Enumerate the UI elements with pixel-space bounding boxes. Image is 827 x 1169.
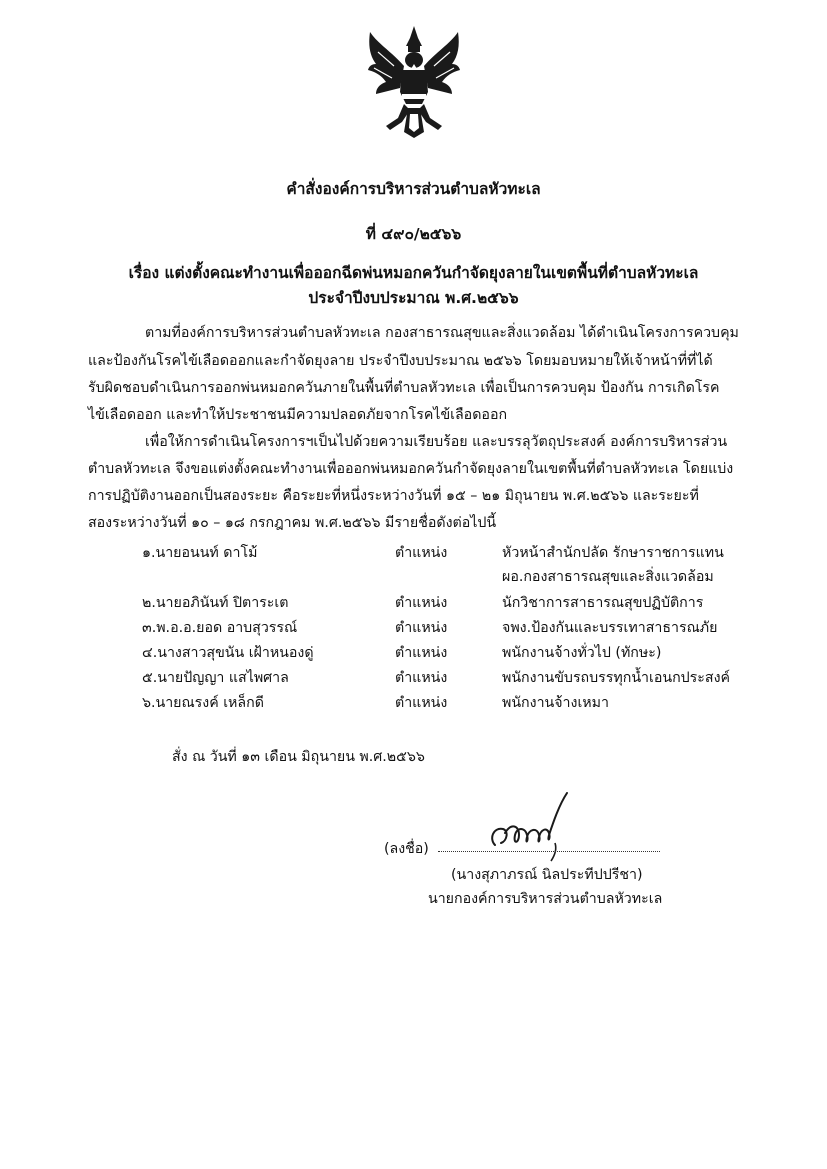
member-role: พนักงานจ้างทั่วไป (ทักษะ) <box>502 645 662 661</box>
member-role: พนักงานขับรถบรรทุกน้ำเอนกประสงค์ <box>502 670 730 686</box>
member-name: ๒.นายอภินันท์ ปิตาระเต <box>142 595 289 611</box>
signature-line <box>438 851 660 852</box>
member-role-continued: ผอ.กองสาธารณสุขและสิ่งแวดล้อม <box>502 569 714 585</box>
member-position-label: ตำแหน่ง <box>395 620 448 636</box>
paragraph-2-line-1: เพื่อให้การดำเนินโครงการฯเป็นไปด้วยความเรียบร้อย และบรรลุวัตถุประสงค์ องค์การบริหารส่วน <box>145 434 728 450</box>
order-date: สั่ง ณ วันที่ ๑๓ เดือน มิถุนายน พ.ศ.๒๕๖๖ <box>172 749 425 765</box>
member-position-label: ตำแหน่ง <box>395 595 448 611</box>
member-name: ๔.นางสาวสุขนัน เฝ้าหนองดู่ <box>142 645 314 661</box>
signature-label: (ลงชื่อ) <box>384 841 429 857</box>
signatory-title: นายกองค์การบริหารส่วนตำบลหัวทะเล <box>428 891 663 907</box>
paragraph-2-line-2: ตำบลหัวทะเล จึงขอแต่งตั้งคณะทำงานเพื่อออกพ่นหมอกควันกำจัดยุงลายในเขตพื้นที่ตำบลหัวทะเล โดยแบ่ง <box>88 461 734 477</box>
member-role: หัวหน้าสำนักปลัด รักษาราชการแทน <box>502 545 724 561</box>
paragraph-1-line-4: ไข้เลือดออก และทำให้ประชาชนมีความปลอดภัยจากโรคไข้เลือดออก <box>88 407 508 423</box>
member-role: พนักงานจ้างเหมา <box>502 695 609 711</box>
member-position-label: ตำแหน่ง <box>395 645 448 661</box>
paragraph-1-line-1: ตามที่องค์การบริหารส่วนตำบลหัวทะเล กองสาธารณสุขและสิ่งแวดล้อม ได้ดำเนินโครงการควบคุม <box>145 325 739 341</box>
order-subject-line-1: เรื่อง แต่งตั้งคณะทำงานเพื่อออกฉีดพ่นหมอกควันกำจัดยุงลายในเขตพื้นที่ตำบลหัวทะเล <box>128 264 699 282</box>
member-position-label: ตำแหน่ง <box>395 670 448 686</box>
paragraph-2-line-4: สองระหว่างวันที่ ๑๐ – ๑๘ กรกฎาคม พ.ศ.๒๕๖๖ มีรายชื่อดังต่อไปนี้ <box>88 515 497 531</box>
order-subject-line-2: ประจำปีงบประมาณ พ.ศ.๒๕๖๖ <box>308 289 519 307</box>
member-position-label: ตำแหน่ง <box>395 545 448 561</box>
garuda-emblem-icon <box>364 22 464 140</box>
member-position-label: ตำแหน่ง <box>395 695 448 711</box>
member-role: นักวิชาการสาธารณสุขปฏิบัติการ <box>502 595 704 611</box>
order-title: คำสั่งองค์การบริหารส่วนตำบลหัวทะเล <box>286 180 541 198</box>
member-name: ๖.นายณรงค์ เหล็กดี <box>142 695 264 711</box>
paragraph-1-line-3: รับผิดชอบดำเนินการออกพ่นหมอกควันภายในพื้นที่ตำบลหัวทะเล เพื่อเป็นการควบคุม ป้องกัน การเกิดโรค <box>88 380 720 396</box>
member-name: ๕.นายปัญญา แสไพศาล <box>142 670 289 686</box>
order-number: ที่ ๔๙๐/๒๕๖๖ <box>365 225 462 243</box>
member-role: จพง.ป้องกันและบรรเทาสาธารณภัย <box>502 620 718 636</box>
paragraph-1-line-2: และป้องกันโรคไข้เลือดออกและกำจัดยุงลาย ประจำปีงบประมาณ ๒๕๖๖ โดยมอบหมายให้เจ้าหน้าที่ที่ได้ <box>88 353 713 369</box>
member-name: ๑.นายอนนท์ ดาโม้ <box>142 545 258 561</box>
paragraph-2-line-3: การปฏิบัติงานออกเป็นสองระยะ คือระยะที่หนึ่งระหว่างวันที่ ๑๕ – ๒๑ มิถุนายน พ.ศ.๒๕๖๖ และระยะที่ <box>88 488 699 504</box>
member-name: ๓.พ.อ.อ.ยอด อาบสุวรรณ์ <box>142 620 298 636</box>
handwritten-signature <box>485 783 585 873</box>
signatory-name: (นางสุภาภรณ์ นิลประทีปปรีชา) <box>451 867 643 883</box>
